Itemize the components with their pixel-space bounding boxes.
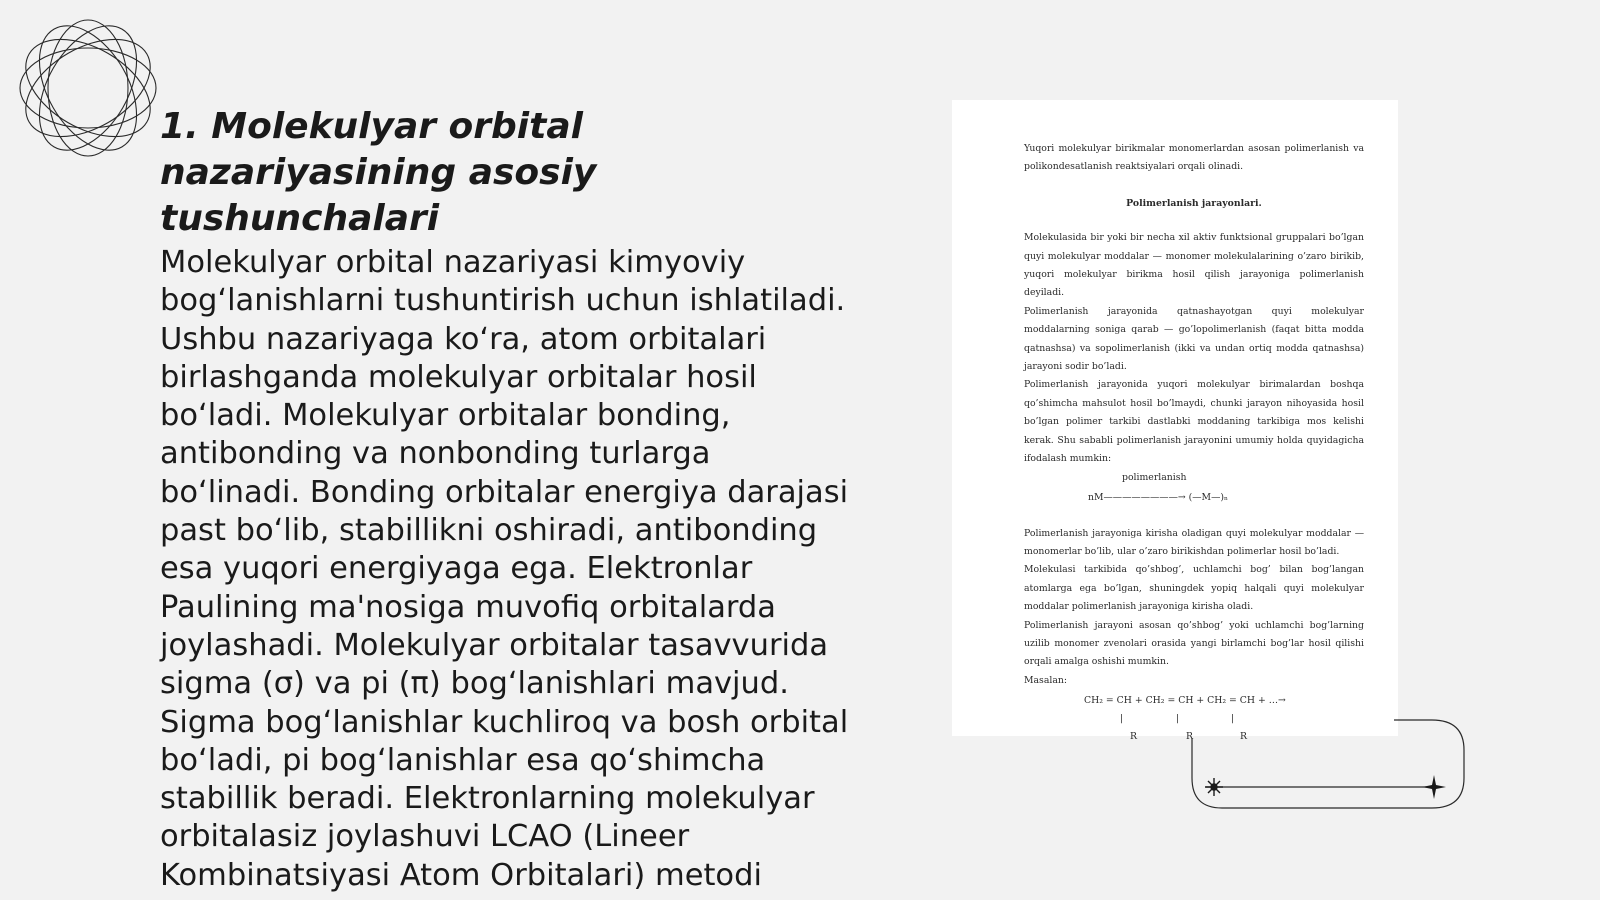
document-image <box>952 100 1398 743</box>
slide-title: 1. Molekulyar orbital nazariyasining asosiy tushunchalari <box>160 106 597 239</box>
sun-icon <box>1205 778 1223 796</box>
sparkle-icon <box>1422 775 1446 799</box>
decorative-line-frame <box>1188 716 1468 812</box>
doc-chem-equation: CH₂ = CH + CH₂ = CH + CH₂ = CH + …→ <box>1084 695 1286 707</box>
doc-intro: Yuqori molekulyar birikmalar monomerlardan asosan polimerlanish va polikondesatlanish reaktsiyalari orqali olinadi. <box>1024 143 1364 173</box>
slide-body-text: Molekulyar orbital nazariyasi kimyoviy bog‘lanishlarni tushuntirish uchun ishlatiladi. Ushbu nazariyaga ko‘ra, atom orbitalari birlashganda molekulyar orbitalar hosil bo‘ladi. Molekulyar orbitalar bonding, antibonding va nonbonding turlarga bo‘linadi. Bonding orbitalar energiya darajasi past bo‘lib, stabillikni oshiradi, antibonding esa yuqori energiyaga ega. Elektronlar Paulining ma'nosiga muvofiq orbitalarda joylashadi. Molekulyar orbitalar tasavvurida sigma (σ) va pi (π) bog‘lanishlari mavjud. Sigma bog‘lanishlar kuchliroq va bosh orbital bo‘ladi, pi bog‘lanishlar esa qo‘shimcha stabillik beradi. Elektronlarning molekulyar orbitalasiz joylashuvi LCAO (Lineer Kombinatsiyasi Atom Orbitalari) metodi <box>160 245 849 893</box>
circular-ornament-icon <box>8 8 168 168</box>
doc-chem-bond: | <box>1231 713 1235 725</box>
doc-chem-bond: | <box>1176 713 1180 725</box>
doc-chem-substituent: R <box>1130 731 1137 743</box>
doc-example-label: Masalan: <box>1024 674 1068 686</box>
doc-chem-substituent: R <box>1186 731 1193 743</box>
doc-chem-substituent: R <box>1240 731 1247 743</box>
doc-paragraph: Molekulasida bir yoki bir necha xil aktiv funktsional gruppalari bo’lgan quyi molekulyar moddalar — monomer molekulalarining o’zaro birikib, yuqori molekulyar birikma hosil qilish jarayoniga polimerlanish deyiladi. <box>1024 232 1364 299</box>
doc-paragraph: Polimerlanish jarayoniga kirisha oladigan quyi molekulyar moddalar — monomerlar bo’lib, ular o’zaro birikishdan polimerlar hosil bo’ladi. <box>1024 527 1364 557</box>
doc-paragraph: Polimerlanish jarayoni asosan qo’shbog’ yoki uchlamchi bog’larning uzilib monomer zvenolari orasida yangi birlamchi bog’lar hosil qilishi orqali amalga oshishi mumkin. <box>1024 619 1364 668</box>
doc-paragraph: Polimerlanish jarayonida qatnashayotgan quyi molekulyar moddalarning soniga qarab — go’lopolimerlanish (faqat bitta modda qatnashsa) va sopolimerlanish (ikki va undan ortiq modda qatnashsa) jarayoni sodir bo’ladi. <box>1024 305 1364 373</box>
doc-paragraph: Molekulasi tarkibida qo’shbog’, uchlamchi bog’ bilan bog’langan atomlarga ega bo’lgan, shuningdek yopiq halqali quyi molekulyar moddalar polimerlanish jarayoniga kirisha oladi. <box>1024 564 1364 613</box>
doc-chem-bond: | <box>1120 713 1124 725</box>
doc-formula-label: polimerlanish <box>1122 471 1187 483</box>
doc-formula <box>1024 469 1364 509</box>
doc-heading: Polimerlanish jarayonlari. <box>1126 197 1262 209</box>
doc-paragraph: Polimerlanish jarayonida yuqori molekulyar birimalardan boshqa qo’shimcha mahsulot hosil bo’lmaydi, chunki jarayon nihoyasida hosil bo’lgan polimer tarkibi dastlabki moddaning tarkibiga mos kelishi kerak. Shu sababli polimerlanish jarayonini umumiy holda quyidagicha ifodalash mumkin: <box>1024 379 1364 465</box>
doc-formula-equation: nM————————→ (—M—)ₙ <box>1088 491 1229 503</box>
